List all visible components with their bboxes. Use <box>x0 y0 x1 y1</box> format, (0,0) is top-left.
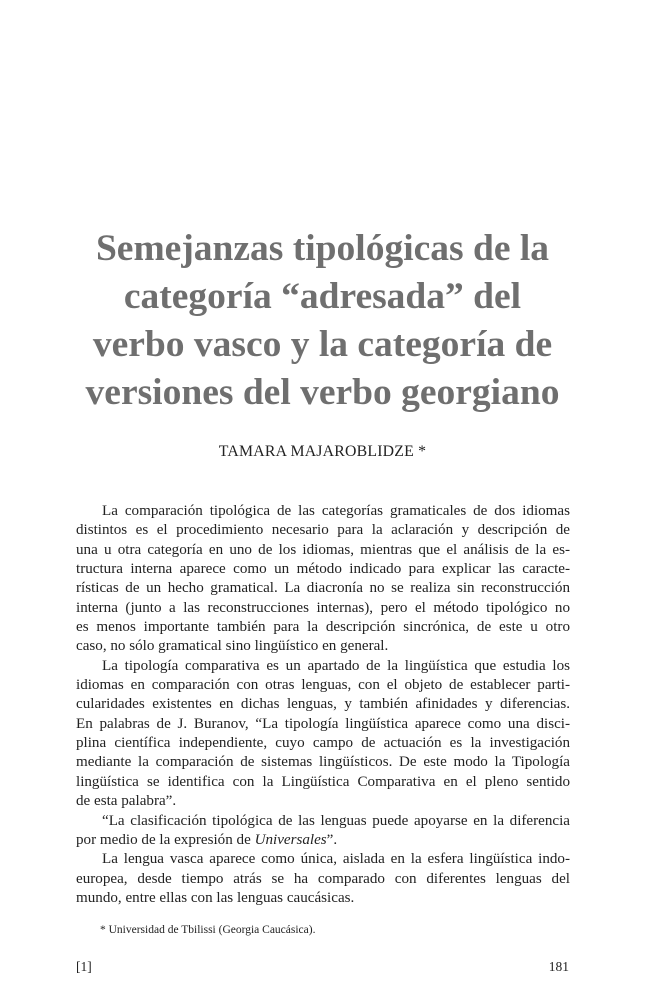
text-line: europea, desde tiempo atrás se ha comparado con diferentes lenguas del <box>76 870 570 887</box>
text-run: ”. <box>326 831 338 848</box>
text-line: rísticas de un hecho gramatical. La diacronía no se realiza sin reconstrucción <box>76 580 570 597</box>
text-line: es menos importante también para la descripción sincrónica, de este u otro <box>76 619 570 636</box>
text-line: mediante la comparación de sistemas lingüísticos. De este modo la Tipología <box>76 754 570 771</box>
folio-marker: [1] <box>76 959 92 974</box>
title-line: verbo vasco y la categoría de <box>92 324 553 365</box>
text-line: interna (junto a las reconstrucciones internas), pero el método tipológico no <box>76 599 570 616</box>
text-line: cularidades existentes en dichas lenguas, y también afinidades y diferencias. <box>76 696 570 713</box>
body-text <box>76 502 570 908</box>
text-line: de esta palabra”. <box>76 793 177 810</box>
text-line: tructura interna aparece como un método indicado para explicar las caracte- <box>76 561 570 578</box>
text-line: En palabras de J. Buranov, “La tipología lingüística aparece como una disci- <box>76 715 570 732</box>
title-line: categoría “adresada” del <box>123 276 522 317</box>
paragraph <box>76 502 570 657</box>
title-line: Semejanzas tipológicas de la <box>95 228 550 269</box>
text-line: mundo, entre ellas con las lenguas caucásicas. <box>76 889 355 906</box>
text-line: una u otra categoría en uno de los idiomas, mientras que el análisis de la es- <box>76 541 570 558</box>
paragraph <box>76 657 570 812</box>
text-line: La tipología comparativa es un apartado de la lingüística que estudia los <box>102 657 570 674</box>
paragraph <box>76 850 570 908</box>
text-line: La lengua vasca aparece como única, aislada en la esfera lingüística indo- <box>102 851 570 868</box>
text-line: lingüística se identifica con la Lingüística Comparativa en el pleno sentido <box>76 773 570 790</box>
article-title <box>60 225 585 417</box>
author-name: TAMARA MAJAROBLIDZE * <box>218 443 427 460</box>
text-line: La comparación tipológica de las categorías gramaticales de dos idiomas <box>102 503 570 519</box>
text-line: “La clasificación tipológica de las lenguas puede apoyarse en la diferencia <box>102 812 570 829</box>
text-line: caso, no sólo gramatical sino lingüístico en general. <box>76 638 389 655</box>
paragraph <box>76 812 570 851</box>
page-number: 181 <box>548 959 569 974</box>
text-line: distintos es el procedimiento necesario para la aclaración y descripción de <box>76 522 570 539</box>
italic-term: Universales <box>254 831 327 848</box>
text-line <box>76 831 570 850</box>
text-line: idiomas en comparación con otras lenguas, con el objeto de establecer parti- <box>76 677 570 694</box>
title-line: versiones del verbo georgiano <box>85 372 560 413</box>
text-run: por medio de la expresión de <box>76 831 255 848</box>
text-line: plina científica independiente, cuyo campo de actuación es la investigación <box>76 735 570 752</box>
footnote: * Universidad de Tbilissi (Georgia Caucásica). <box>100 924 316 936</box>
